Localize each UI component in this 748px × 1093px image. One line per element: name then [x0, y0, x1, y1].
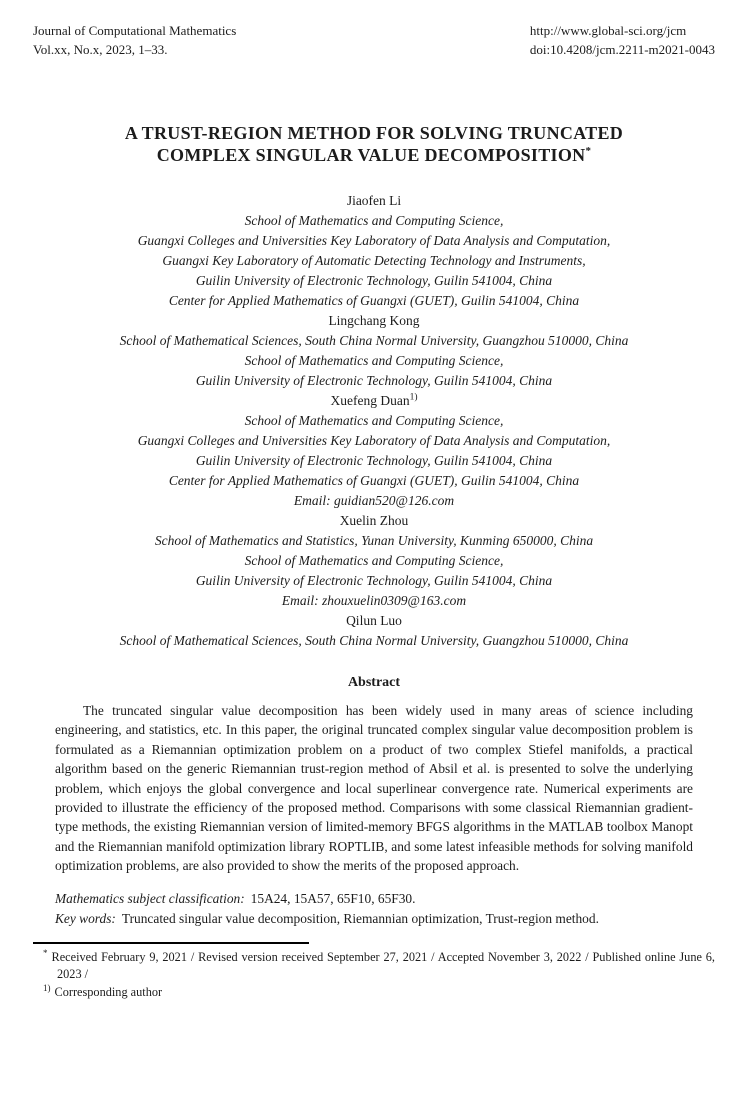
author-group-xuelin-zhou — [33, 511, 715, 611]
affiliation-line: School of Mathematics and Computing Science, — [244, 553, 504, 568]
affiliation-line: Guilin University of Electronic Technology, Guilin 541004, China — [195, 453, 553, 468]
author-group-xuefeng-duan — [33, 391, 715, 511]
affiliation-line: School of Mathematical Sciences, South China Normal University, Guangzhou 510000, China — [119, 633, 629, 648]
author-name — [33, 391, 715, 411]
footnote-rule — [33, 942, 309, 944]
footnote-text: Received February 9, 2021 / Revised version received September 27, 2021 / Accepted November 3, 2022 / Published online June 6, 2023 / — [51, 949, 715, 982]
author-group-jiaofen-li — [33, 191, 715, 311]
authors-block — [33, 191, 715, 651]
author-name-text: Lingchang Kong — [328, 313, 420, 328]
journal-volume: Vol.xx, No.x, 2023, 1–33. — [33, 42, 168, 57]
title-footnote-marker: * — [585, 145, 592, 157]
affiliation-line: Guangxi Key Laboratory of Automatic Detecting Technology and Instruments, — [162, 253, 586, 268]
author-footnote-marker: 1) — [409, 392, 418, 403]
keywords-label: Key words: — [55, 910, 116, 926]
affiliation-line: School of Mathematics and Computing Science, — [244, 353, 504, 368]
author-group-qilun-luo — [33, 611, 715, 651]
affiliation-line: School of Mathematics and Computing Science, — [244, 213, 504, 228]
author-email: Email: guidian520@126.com — [293, 493, 455, 508]
abstract-section — [55, 701, 693, 876]
footnote-text: Corresponding author — [54, 984, 163, 999]
paper-title — [33, 122, 715, 166]
classification-block — [55, 889, 693, 929]
keywords-line — [55, 909, 693, 929]
journal-info-right — [530, 21, 715, 59]
msc-label: Mathematics subject classification: — [55, 890, 245, 906]
affiliation-line: Guilin University of Electronic Technology, Guilin 541004, China — [195, 273, 553, 288]
footnote-marker: 1) — [43, 982, 51, 993]
journal-info-left — [33, 21, 236, 59]
msc-line — [55, 889, 693, 909]
affiliation-line: School of Mathematics and Computing Science, — [244, 413, 504, 428]
affiliation-line: Guilin University of Electronic Technology, Guilin 541004, China — [195, 573, 553, 588]
footnote-corresponding-author — [33, 984, 715, 1002]
author-group-lingchang-kong — [33, 311, 715, 391]
affiliation-line: School of Mathematical Sciences, South China Normal University, Guangzhou 510000, China — [119, 333, 629, 348]
author-name-text: Jiaofen Li — [346, 193, 402, 208]
title-line-2: COMPLEX SINGULAR VALUE DECOMPOSITION — [156, 145, 586, 165]
abstract-heading: Abstract — [347, 675, 401, 690]
author-name — [33, 611, 715, 631]
affiliation-line: School of Mathematics and Statistics, Yunan University, Kunming 650000, China — [154, 533, 594, 548]
footnote-received — [33, 949, 715, 984]
affiliation-line: Guilin University of Electronic Technology, Guilin 541004, China — [195, 373, 553, 388]
title-line-1: A TRUST-REGION METHOD FOR SOLVING TRUNCATED — [124, 123, 624, 143]
affiliation-line: Guangxi Colleges and Universities Key Laboratory of Data Analysis and Computation, — [137, 433, 611, 448]
author-email: Email: zhouxuelin0309@163.com — [281, 593, 467, 608]
affiliation-line: Center for Applied Mathematics of Guangxi (GUET), Guilin 541004, China — [168, 473, 580, 488]
running-header — [33, 21, 715, 59]
author-name — [33, 311, 715, 331]
journal-url: http://www.global-sci.org/jcm — [529, 23, 687, 38]
footnotes-block — [33, 949, 715, 1002]
author-name — [33, 511, 715, 531]
affiliation-line: Guangxi Colleges and Universities Key Laboratory of Data Analysis and Computation, — [137, 233, 611, 248]
author-name — [33, 191, 715, 211]
keywords-value: Truncated singular value decomposition, Riemannian optimization, Trust-region method. — [121, 910, 599, 926]
footnote-marker: * — [43, 947, 48, 958]
author-name-text: Xuefeng Duan — [330, 393, 410, 408]
author-name-text: Qilun Luo — [346, 613, 402, 628]
abstract-text: The truncated singular value decomposition has been widely used in many areas of science including engineering, and statistics, etc. In this paper, the original truncated complex singular value decomposition problem is formulated as a Riemannian optimization problem on a product of two complex Stiefel manifolds, a practical algorithm based on the generic Riemannian trust-region method of Absil et al. is presented to solve the underlying problem, which enjoys the global convergence and local superlinear convergence rate. Numerical experiments are provided to illustrate the efficiency of the proposed method. Comparisons with some classical Riemannian gradient-type methods, the existing Riemannian version of limited-memory BFGS algorithms in the MATLAB toolbox Manopt and the Riemannian manifold optimization library ROPTLIB, and some latest infeasible methods for solving manifold optimization problems, are also provided to show the merits of the proposed approach. — [55, 703, 693, 874]
journal-name: Journal of Computational Mathematics — [33, 23, 237, 38]
journal-doi: doi:10.4208/jcm.2211-m2021-0043 — [529, 42, 715, 57]
msc-value: 15A24, 15A57, 65F10, 65F30. — [250, 890, 416, 906]
affiliation-line: Center for Applied Mathematics of Guangxi (GUET), Guilin 541004, China — [168, 293, 580, 308]
author-name-text: Xuelin Zhou — [339, 513, 409, 528]
